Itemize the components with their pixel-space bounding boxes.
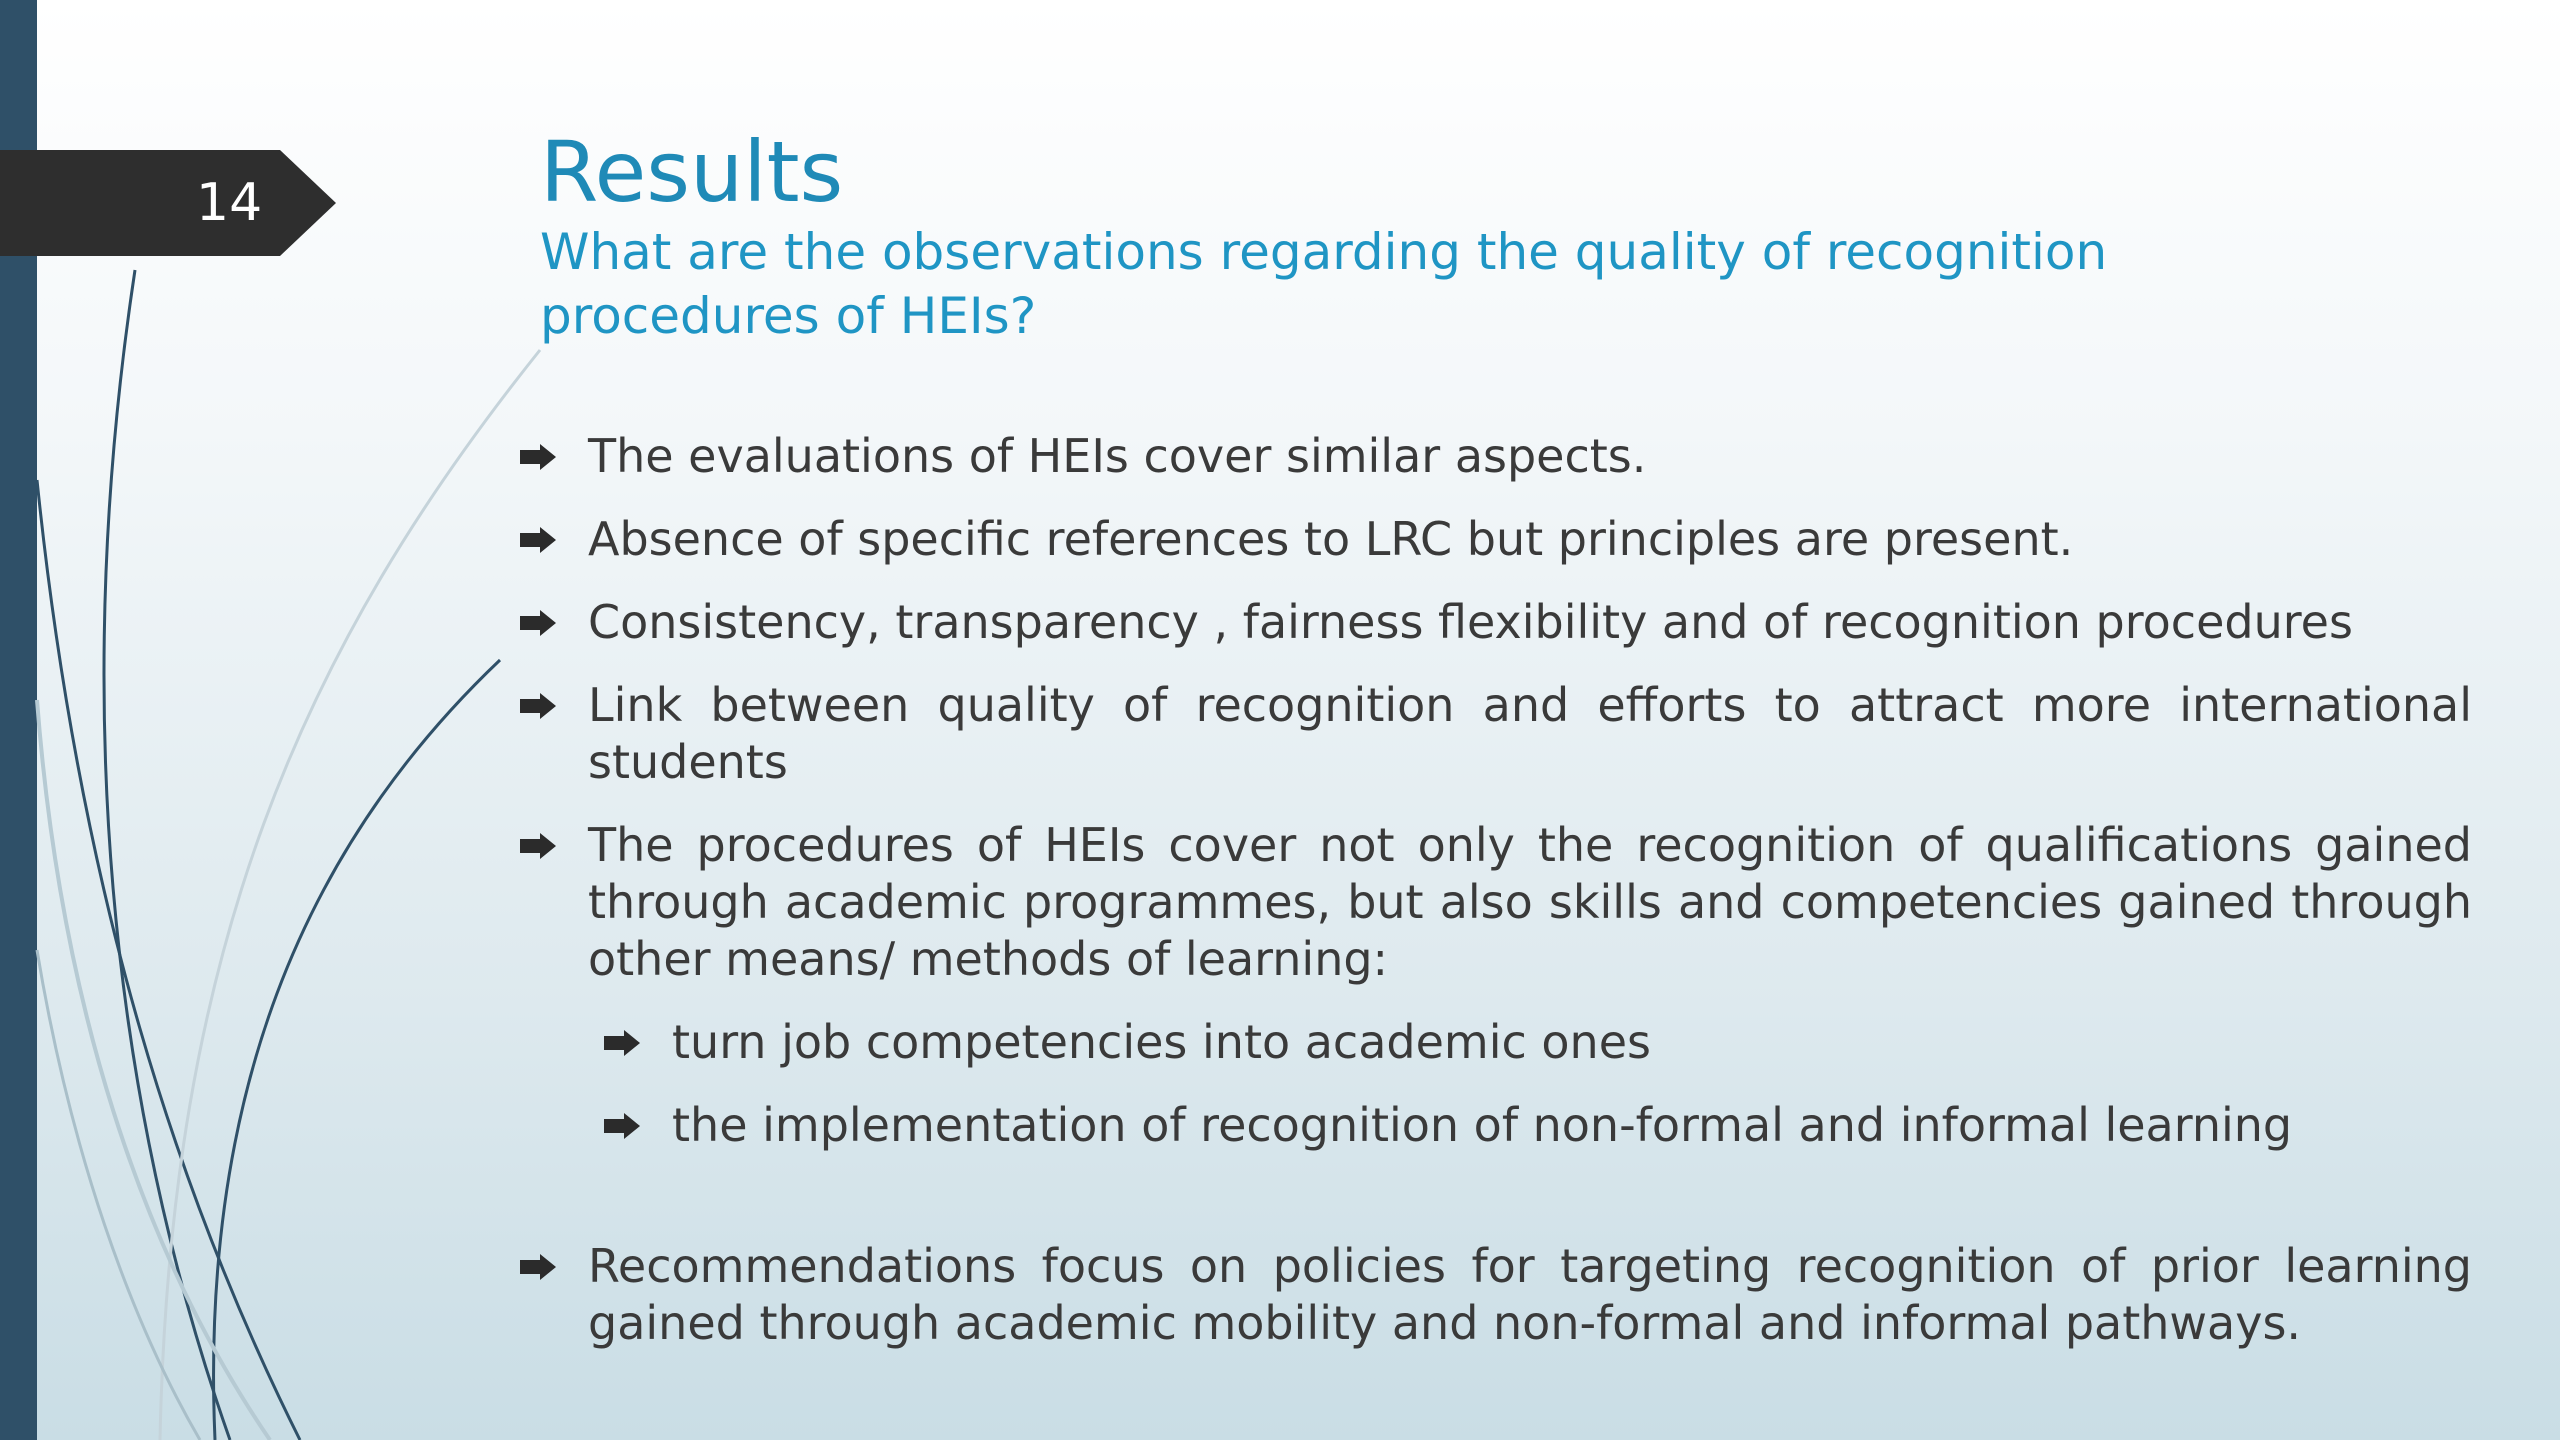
bullet-list xyxy=(512,428,2472,1378)
list-item xyxy=(512,677,2472,791)
arrow-right-icon xyxy=(518,692,558,720)
list-item xyxy=(512,817,2472,988)
sub-list-item xyxy=(596,1014,2472,1071)
bullet-text: The evaluations of HEIs cover similar aspects. xyxy=(588,429,1647,483)
arrow-right-icon xyxy=(602,1112,642,1140)
list-item xyxy=(512,428,2472,485)
slide-number: 14 xyxy=(196,173,263,233)
list-item xyxy=(512,594,2472,651)
slide-number-tab xyxy=(0,150,336,256)
arrow-right-icon xyxy=(602,1029,642,1057)
sub-bullet-text: the implementation of recognition of non-formal and informal learning xyxy=(672,1098,2293,1152)
slide-subtitle: What are the observations regarding the quality of recognition procedures of HEIs? xyxy=(540,223,2108,345)
bullet-text: Absence of specific references to LRC but principles are present. xyxy=(588,512,2074,566)
list-item xyxy=(512,511,2472,568)
sub-list-item xyxy=(596,1097,2472,1154)
list-item xyxy=(512,1238,2472,1352)
bullet-text: The procedures of HEIs cover not only the recognition of qualifications gained through academic programmes, but also skills and competencies gained through other means/ methods of learning: xyxy=(588,818,2472,986)
arrow-right-icon xyxy=(518,1253,558,1281)
slide-title: Results xyxy=(540,123,844,221)
bullet-text: Recommendations focus on policies for targeting recognition of prior learning gained through academic mobility and non-formal and informal pathways. xyxy=(588,1239,2472,1350)
bullet-text: Link between quality of recognition and efforts to attract more international students xyxy=(588,678,2472,789)
sub-bullet-text: turn job competencies into academic ones xyxy=(672,1015,1651,1069)
arrow-right-icon xyxy=(518,526,558,554)
arrow-right-icon xyxy=(518,443,558,471)
arrow-right-icon xyxy=(518,609,558,637)
arrow-right-icon xyxy=(518,832,558,860)
bullet-text: Consistency, transparency , fairness flexibility and of recognition procedures xyxy=(588,595,2353,649)
